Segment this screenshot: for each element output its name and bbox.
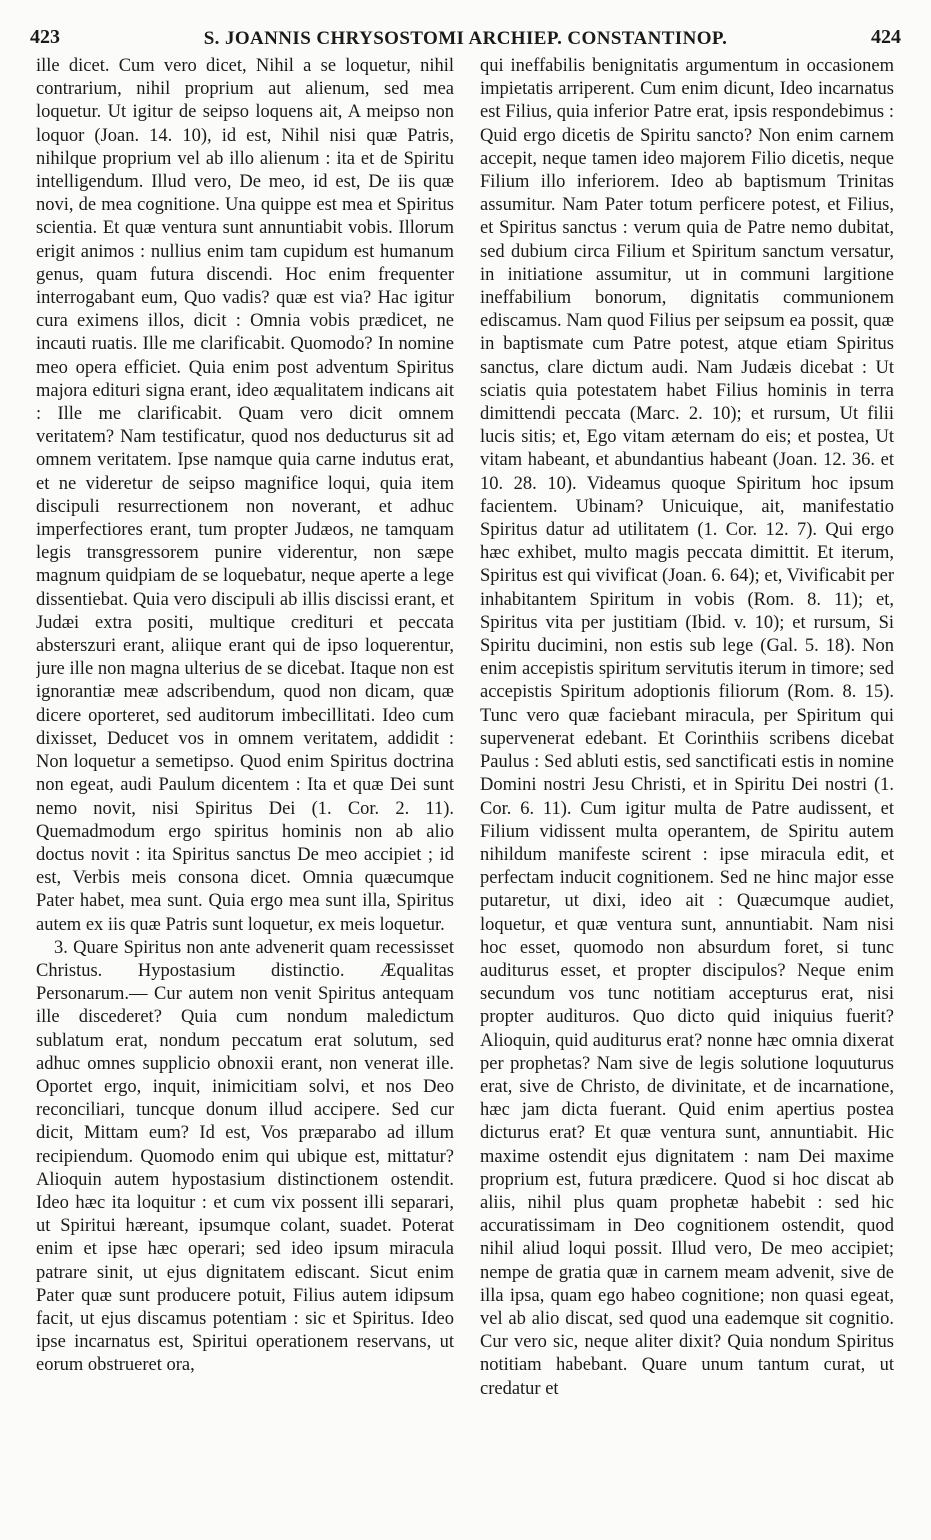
page-header — [30, 22, 901, 50]
column-gutter — [466, 55, 467, 1495]
left-paragraph-1: ille dicet. Cum vero dicet, Nihil a se loquetur, nihil contrarium, nihil proprium aut alienum, sed mea loquetur. Ut igitur de seipso loquens ait, A meipso non loquor (Joan. 14. 10), id est, Nihil nisi quæ Patris, nihilque proprium vel ab illo alienum : ita et de Spiritu intelligendum. Illud vero, De meo, id est, De iis quæ novi, de mea cognitione. Una quippe est mea et Spiritus scientia. Et quæ ventura sunt annuntiabit vobis. Illorum erigit animos : nullius enim tam cupidum est humanum genus, quam futura discendi. Hoc enim frequenter interrogabant eum, Quo vadis? quæ est via? Hac igitur cura eximens illos, dicit : Omnia vobis prædicet, ne incauti ruatis. Ille me clarificabit. Quomodo? In nomine meo opera efficiet. Quia enim post adventum Spiritus majora edituri signa erant, ideo æqualitatem indicans ait : Ille me clarificabit. Quam vero dicit omnem veritatem? Nam testificatur, quod nos deducturus sit ad omnem veritatem. Ipse namque quia carne indutus erat, et ne videretur de seipso magnifice loqui, quia item discipuli resurrectionem non noverant, et adhuc imperfectiores erant, tum propter Judæos, ne tamquam legis transgressorem punire viderentur, non sæpe magnum quidpiam de se loquebatur, neque aperte a lege dissentiebat. Quia vero discipuli ab illis discissi erant, et Judæi extra positi, multique credituri et peccata absterszuri erant, aliique erant qui de ipso loquerentur, jure ille non magna ulterius de se dicebat. Itaque non est ignorantiæ meæ adscribendum, quod non dicam, quæ dicere oporteret, sed auditorum imbecillitati. Ideo cum dixisset, Deducet vos in omnem veritatem, addidit : Non loquetur a semetipso. Quod enim Spiritus doctrina non egeat, audi Paulum dicentem : Ita et quæ Dei sunt nemo novit, nisi Spiritus Dei (1. Cor. 2. 11). Quemadmodum ergo spiritus hominis non ab alio doctus novit : ita Spiritus sanctus De meo accipiet ; id est, Verbis meis consona dicet. Omnia quæcumque Pater habet, mea sunt. Quia ergo mea sunt illa, Spiritus autem ex iis quæ Patris sunt loquetur, ex meis loquetur. — [36, 56, 454, 935]
page-number-right: 424 — [871, 26, 901, 48]
right-column — [480, 55, 894, 1505]
left-paragraph-2: 3. Quare Spiritus non ante advenerit quam recessisset Christus. Hypostasium distinctio. Æqualitas Personarum.— Cur autem non venit Spiritus antequam ille discederet? Quia cum nondum maledictum sublatum erat, nondum peccatum erat solutum, sed adhuc omnes supplicio obnoxii erant, non venerat ille. Oportet ergo, inquit, inimicitiam solvi, et nos Deo reconciliari, tuncque donum illud accipere. Sed cur dicit, Mittam eum? Id est, Vos præparabo ad illum recipiendum. Quomodo enim qui ubique est, mittatur? Alioquin autem hypostasium distinctionem ostendit. Ideo hæc ita loquitur : et cum vix possent illi separari, ut Spiritui hæreant, ipsumque colant, suadet. Poterat enim et ipse hæc operari; sed ideo ipsum miracula patrare sinit, ut ejus dignitatem ediscant. Sicut enim Pater quæ sunt producere potuit, Filius autem idipsum facit, ut ejus discamus potentiam : sic et Spiritus. Ideo ipse incarnatus est, Spiritui operationem reservans, ut eorum obstrueret ora, — [36, 937, 454, 1376]
running-title: S. JOANNIS CHRYSOSTOMI ARCHIEP. CONSTANTINOP. — [203, 28, 728, 49]
left-column — [36, 55, 454, 1505]
page-number-left: 423 — [30, 26, 60, 48]
right-paragraph-1: qui ineffabilis benignitatis argumentum in occasionem impietatis arriperent. Cum enim dicunt, Ideo incarnatus est Filius, quia inferior Patre erat, ipsis respondebimus : Quid ergo dicetis de Spiritu sancto? Non enim carnem accepit, neque tamen ideo majorem Filio dicetis, neque Filium illo inferiorem. Ideo ab baptismum Trinitas assumitur. Nam Pater totum perficere potest, et Filius, et Spiritus sanctus : verum quia de Patre nemo dubitat, sed dubium circa Filium et Spiritum sanctum versatur, in initiatione assumitur, ut in communi largitione ineffabilium bonorum, dignitatis communionem ediscamus. Nam quod Filius per seipsum ea possit, quæ in baptismate cum Patre potest, atque etiam Spiritus sanctus, clare dictum audi. Nam Judæis dicebat : Ut sciatis quia potestatem habet Filius hominis in terra dimittendi peccata (Marc. 2. 10); et rursum, Ut filii lucis sitis; et, Ego vitam æternam do eis; et postea, Ut vitam habeant, et abundantius habeant (Joan. 12. 36. et 10. 28. 10). Videamus quoque Spiritum hoc ipsum facientem. Ubinam? Unicuique, ait, manifestatio Spiritus datur ad utilitatem (1. Cor. 12. 7). Qui ergo hæc exhibet, multo magis peccata dimittit. Et iterum, Spiritus est qui vivificat (Joan. 6. 64); et, Vivificabit per inhabitantem Spiritum in vobis (Rom. 8. 11); et, Spiritus vita per justitiam (Ibid. v. 10); et rursum, Si Spiritu ducimini, non estis sub lege (Gal. 5. 18). Non enim accepistis spiritum servitutis iterum in timore; sed accepistis Spiritum adoptionis filiorum (Rom. 8. 15). Tunc vero quæ faciebant miracula, per Spiritum qui supervenerat edebant. Et Corinthiis scribens dicebat Paulus : Sed abluti estis, sed sanctificati estis in nomine Domini nostri Jesu Christi, et in Spiritu Dei nostri (1. Cor. 6. 11). Cum igitur multa de Patre audissent, et Filium vidissent multa operantem, de Spiritu autem nihildum manifeste scirent : ipse miracula edit, et perfectam inducit cognitionem. Sed ne hinc major esse putaretur, ut dixi, ideo ait : Quæcumque audiet, loquetur, et quæ ventura sunt, annuntiabit. Nam nisi hoc esset, quomodo non absurdum foret, si tunc auditurus esset, et propter discipulos? Neque enim secundum vos tunc notitiam accepturus erat, nisi propter audituros. Quo dicto quid iniquius fuerit? Alioquin, quid auditurus erat? nonne hæc omnia dixerat per prophetas? Nam sive de legis solutione loquuturus erat, sive de Christo, de divinitate, et de incarnatione, hæc jam dicta fuerant. Quid enim apertius postea dicturus erat? Et quæ ventura sunt, annuntiabit. Hic maxime ostendit ejus dignitatem : nam Dei maxime proprium est, futura prædicere. Quod si hoc discat ab aliis, nihil plus quam prophetæ habebit : sed hic accuratissimam in Deo cognitionem ostendit, quod nihil aliud loqui possit. Illud vero, De meo accipiet; nempe de gratia quæ in carnem meam advenit, sive de illa ipsa, quam ego habeo cognitione; non quasi egeat, vel ab alio discat, sed quod una eademque sit cognitio. Cur vero sic, neque aliter dixit? Quia nondum Spiritus notitiam habebant. Quare unum tantum curat, ut credatur et — [480, 56, 894, 1399]
